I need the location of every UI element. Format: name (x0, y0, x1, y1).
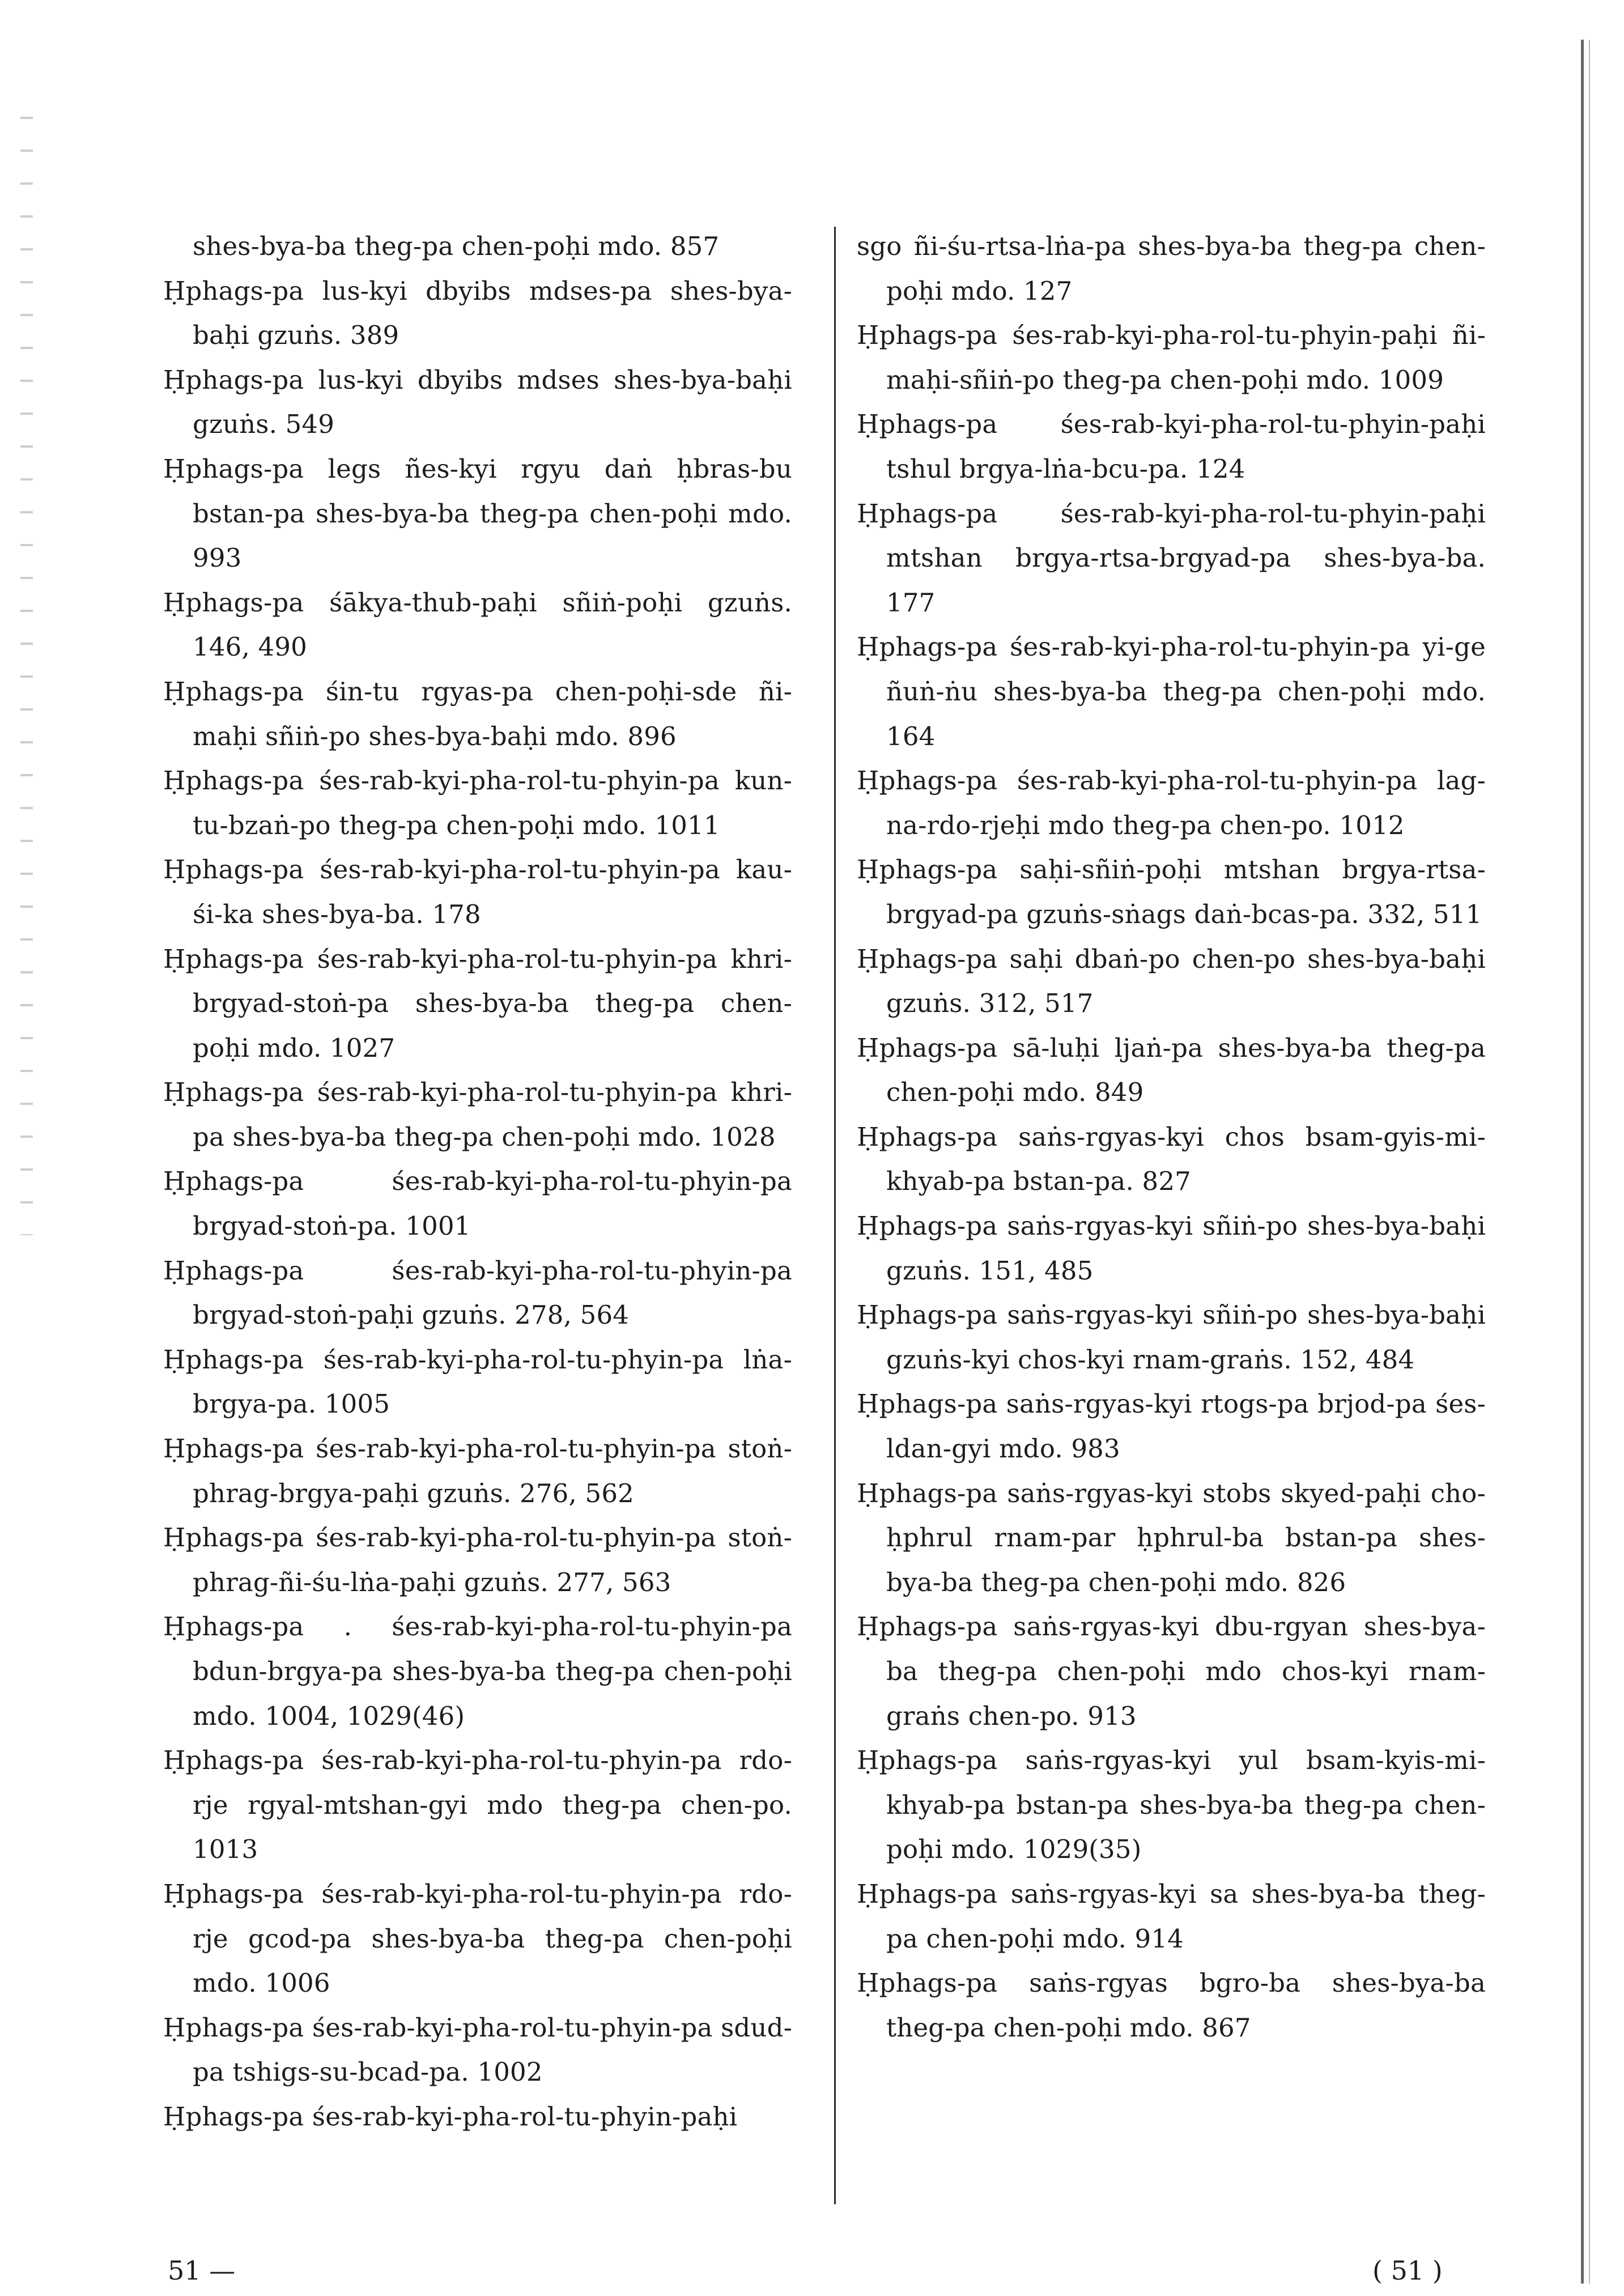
page-number-right: ( 51 ) (1372, 2255, 1443, 2286)
index-entry: Ḥphags-pa saṅs-rgyas-kyi sa shes-bya-ba theg-pa chen-poḥi mdo. 914 (857, 1878, 1486, 1954)
index-entry: Ḥphags-pa saṅs-rgyas-kyi sñiṅ-po shes-bya-baḥi gzuṅs. 151, 485 (857, 1211, 1486, 1286)
index-entry: Ḥphags-pa śes-rab-kyi-pha-rol-tu-phyin-pa stoṅ-phrag-ñi-śu-lṅa-paḥi gzuṅs. 277, 563 (163, 1523, 792, 1597)
index-entry: Ḥphags-pa śes-rab-kyi-pha-rol-tu-phyin-pa stoṅ-phrag-brgya-paḥi gzuṅs. 276, 562 (163, 1434, 792, 1508)
index-entry: Ḥphags-pa lus-kyi dbyibs mdses-pa shes-bya-baḥi gzuṅs. 389 (163, 275, 792, 351)
scan-edge-right (1570, 40, 1604, 2284)
index-entry: Ḥphags-pa saṅs-rgyas-kyi chos bsam-gyis-mi-khyab-pa bstan-pa. 827 (857, 1121, 1486, 1197)
index-entry: Ḥphags-pa legs ñes-kyi rgyu daṅ ḥbras-bu bstan-pa shes-bya-ba theg-pa chen-poḥi mdo. 993 (163, 453, 792, 573)
index-entry: Ḥphags-pa śes-rab-kyi-pha-rol-tu-phyin-paḥi mtshan brgya-rtsa-brgyad-pa shes-bya-ba. 177 (857, 498, 1486, 618)
index-entry: Ḥphags-pa saṅs-rgyas bgro-ba shes-bya-ba theg-pa chen-poḥi mdo. 867 (857, 1968, 1486, 2043)
scan-edge-left (20, 102, 33, 1235)
index-entry: Ḥphags-pa saḥi dbaṅ-po chen-po shes-bya-baḥi gzuṅs. 312, 517 (857, 943, 1486, 1019)
index-entry: Ḥphags-pa lus-kyi dbyibs mdses shes-bya-baḥi gzuṅs. 549 (163, 364, 792, 440)
index-entry: Ḥphags-pa śes-rab-kyi-pha-rol-tu-phyin-pa kau-śi-ka shes-bya-ba. 178 (163, 854, 792, 929)
index-entry: Ḥphags-pa śes-rab-kyi-pha-rol-tu-phyin-paḥi ñi-maḥi-sñiṅ-po theg-pa chen-poḥi mdo. 1009 (857, 320, 1486, 395)
index-entry: Ḥphags-pa śes-rab-kyi-pha-rol-tu-phyin-pa lṅa-brgya-pa. 1005 (163, 1344, 792, 1419)
index-entry: Ḥphags-pa saṅs-rgyas-kyi rtogs-pa brjod-pa śes-ldan-gyi mdo. 983 (857, 1389, 1486, 1464)
index-entry: Ḥphags-pa saṅs-rgyas-kyi stobs skyed-paḥi cho-ḥphrul rnam-par ḥphrul-ba bstan-pa shes-bya-ba theg-pa chen-poḥi mdo. 826 (857, 1478, 1486, 1597)
index-entry: Ḥphags-pa śes-rab-kyi-pha-rol-tu-phyin-pa brgyad-stoṅ-pa. 1001 (163, 1166, 792, 1241)
index-entry: Ḥphags-pa śes-rab-kyi-pha-rol-tu-phyin-pa lag-na-rdo-rjeḥi mdo theg-pa chen-po. 1012 (857, 766, 1486, 840)
column-divider (834, 227, 836, 2204)
index-entry: Ḥphags-pa śes-rab-kyi-pha-rol-tu-phyin-pa sdud-pa tshigs-su-bcad-pa. 1002 (163, 2012, 792, 2087)
index-entry: Ḥphags-pa śes-rab-kyi-pha-rol-tu-phyin-pa kun-tu-bzaṅ-po theg-pa chen-poḥi mdo. 1011 (163, 766, 792, 840)
index-entry: Ḥphags-pa śes-rab-kyi-pha-rol-tu-phyin-pa brgyad-stoṅ-paḥi gzuṅs. 278, 564 (163, 1255, 792, 1330)
page-number-left: 51 — (168, 2255, 236, 2286)
index-entry: Ḥphags-pa śes-rab-kyi-pha-rol-tu-phyin-pa yi-ge ñuṅ-ṅu shes-bya-ba theg-pa chen-poḥi mdo. 164 (857, 632, 1486, 751)
index-entry: Ḥphags-pa śākya-thub-paḥi sñiṅ-poḥi gzuṅs. 146, 490 (163, 587, 792, 662)
left-column (163, 224, 792, 2140)
index-entry: Ḥphags-pa sā-luḥi ljaṅ-pa shes-bya-ba theg-pa chen-poḥi mdo. 849 (857, 1032, 1486, 1108)
index-entry: Ḥphags-pa . śes-rab-kyi-pha-rol-tu-phyin-pa bdun-brgya-pa shes-bya-ba theg-pa chen-poḥi mdo. 1004, 1029(46) (163, 1612, 792, 1731)
index-entry: Ḥphags-pa śes-rab-kyi-pha-rol-tu-phyin-pa khri-brgyad-stoṅ-pa shes-bya-ba theg-pa chen-poḥi mdo. 1027 (163, 943, 792, 1063)
index-entry: sgo ñi-śu-rtsa-lṅa-pa shes-bya-ba theg-pa chen-poḥi mdo. 127 (857, 231, 1486, 306)
index-entry: Ḥphags-pa śes-rab-kyi-pha-rol-tu-phyin-paḥi (163, 2101, 738, 2132)
index-entry: Ḥphags-pa saṅs-rgyas-kyi dbu-rgyan shes-bya-ba theg-pa chen-poḥi mdo chos-kyi rnam-graṅs chen-po. 913 (857, 1612, 1486, 1731)
index-entry: Ḥphags-pa śes-rab-kyi-pha-rol-tu-phyin-pa rdo-rje gcod-pa shes-bya-ba theg-pa chen-poḥi mdo. 1006 (163, 1878, 792, 1999)
index-entry: Ḥphags-pa śin-tu rgyas-pa chen-poḥi-sde ñi-maḥi sñiṅ-po shes-bya-baḥi mdo. 896 (163, 676, 792, 751)
index-entry: Ḥphags-pa śes-rab-kyi-pha-rol-tu-phyin-paḥi tshul brgya-lṅa-bcu-pa. 124 (857, 409, 1486, 484)
index-entry: Ḥphags-pa śes-rab-kyi-pha-rol-tu-phyin-pa khri-pa shes-bya-ba theg-pa chen-poḥi mdo. 1028 (163, 1077, 792, 1152)
right-column (857, 224, 1486, 2050)
index-entry: shes-bya-ba theg-pa chen-poḥi mdo. 857 (193, 231, 720, 261)
index-entry: Ḥphags-pa saṅs-rgyas-kyi yul bsam-kyis-mi-khyab-pa bstan-pa shes-bya-ba theg-pa chen-poḥi mdo. 1029(35) (857, 1745, 1486, 1865)
index-entry: Ḥphags-pa saṅs-rgyas-kyi sñiṅ-po shes-bya-baḥi gzuṅs-kyi chos-kyi rnam-graṅs. 152, 484 (857, 1300, 1486, 1375)
index-entry: Ḥphags-pa saḥi-sñiṅ-poḥi mtshan brgya-rtsa-brgyad-pa gzuṅs-sṅags daṅ-bcas-pa. 332, 511 (857, 854, 1486, 929)
index-entry: Ḥphags-pa śes-rab-kyi-pha-rol-tu-phyin-pa rdo-rje rgyal-mtshan-gyi mdo theg-pa chen-po. 1013 (163, 1745, 792, 1865)
